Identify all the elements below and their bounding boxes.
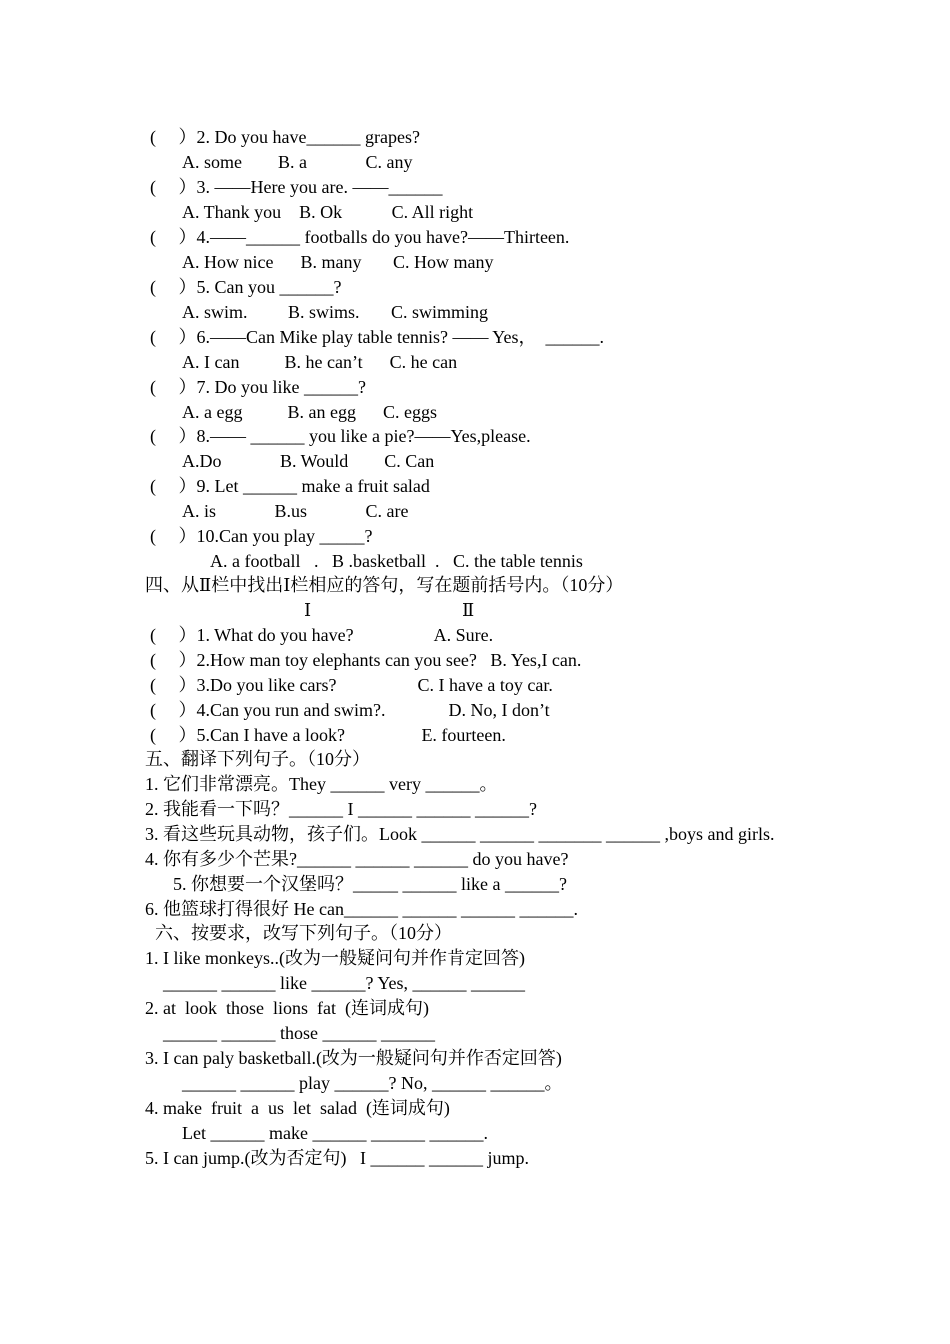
question-8: ( ）8.—— ______ you like a pie?——Yes,please. <box>150 426 531 446</box>
rewrite-2: 2. at look those lions fat (连词成句) <box>145 998 429 1018</box>
question-3-options: A. Thank you B. Ok C. All right <box>182 202 474 222</box>
question-2: ( ）2. Do you have______ grapes? <box>150 127 420 147</box>
translate-4: 4. 你有多少个芒果?______ ______ ______ do you have? <box>145 849 569 869</box>
match-item-5: ( ）5.Can I have a look? E. fourteen. <box>150 725 506 745</box>
match-item-1: ( ）1. What do you have? A. Sure. <box>150 625 494 645</box>
section-4-heading: 四、从Ⅱ栏中找出Ⅰ栏相应的答句，写在题前括号内。（10分） <box>145 575 624 595</box>
question-2-options: A. some B. a C. any <box>182 152 413 172</box>
translate-2: 2. 我能看一下吗？______ I ______ ______ ______? <box>145 799 537 819</box>
question-6-options: A. I can B. he can’t C. he can <box>182 352 458 372</box>
question-7-options: A. a egg B. an egg C. eggs <box>182 402 437 422</box>
rewrite-4: 4. make fruit a us let salad (连词成句) <box>145 1098 450 1118</box>
question-4-options: A. How nice B. many C. How many <box>182 252 494 272</box>
rewrite-5: 5. I can jump.(改为否定句) I ______ ______ jump. <box>145 1148 529 1168</box>
rewrite-4-answer: Let ______ make ______ ______ ______. <box>182 1123 488 1143</box>
section-5-heading: 五、翻译下列句子。（10分） <box>145 749 370 769</box>
section-6-heading: 六、按要求，改写下列句子。（10分） <box>155 923 452 943</box>
question-7: ( ）7. Do you like ______? <box>150 377 366 397</box>
match-item-4: ( ）4.Can you run and swim?. D. No, I don’t <box>150 700 550 720</box>
column-2-header: Ⅱ <box>462 600 475 620</box>
question-8-options: A.Do B. Would C. Can <box>182 451 435 471</box>
question-9: ( ）9. Let ______ make a fruit salad <box>150 476 430 496</box>
match-item-2: ( ）2.How man toy elephants can you see? B. Yes,I can. <box>150 650 582 670</box>
match-item-3: ( ）3.Do you like cars? C. I have a toy car. <box>150 675 553 695</box>
question-6: ( ）6.——Can Mike play table tennis? —— Yes， ______. <box>150 327 604 347</box>
rewrite-1: 1. I like monkeys..(改为一般疑问句并作肯定回答) <box>145 948 525 968</box>
translate-3: 3. 看这些玩具动物，孩子们。Look ______ ______ _______ ______ ,boys and girls. <box>145 824 775 844</box>
rewrite-2-answer: ______ ______ those ______ ______ <box>163 1023 435 1043</box>
column-1-header: Ⅰ <box>304 600 312 620</box>
rewrite-1-answer: ______ ______ like ______? Yes, ______ ______ <box>163 973 526 993</box>
translate-5: 5. 你想要一个汉堡吗？_____ ______ like a ______? <box>173 874 567 894</box>
rewrite-3: 3. I can paly basketball.(改为一般疑问句并作否定回答) <box>145 1048 562 1068</box>
question-10: ( ）10.Can you play _____? <box>150 526 373 546</box>
question-5: ( ）5. Can you ______? <box>150 277 342 297</box>
question-10-options: A. a football . B .basketball . C. the table tennis <box>210 551 583 571</box>
translate-1: 1. 它们非常漂亮。They ______ very ______。 <box>145 774 498 794</box>
translate-6: 6. 他篮球打得很好 He can______ ______ ______ ______. <box>145 899 578 919</box>
rewrite-3-answer: ______ ______ play ______? No, ______ ______。 <box>182 1073 563 1093</box>
question-4: ( ）4.——______ footballs do you have?——Thirteen. <box>150 227 570 247</box>
question-5-options: A. swim. B. swims. C. swimming <box>182 302 489 322</box>
question-3: ( ）3. ——Here you are. ——______ <box>150 177 443 197</box>
question-9-options: A. is B.us C. are <box>182 501 409 521</box>
